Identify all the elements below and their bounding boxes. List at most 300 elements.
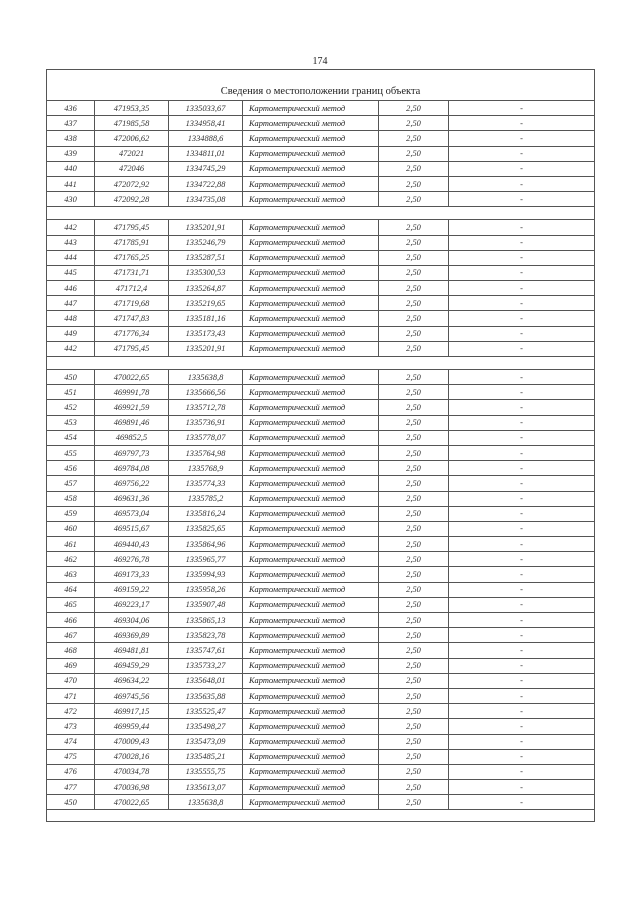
accuracy-cell: 2,50 <box>379 643 449 658</box>
separator-row <box>47 357 595 370</box>
y-coordinate-cell: 1335768,9 <box>169 461 243 476</box>
accuracy-cell: 2,50 <box>379 658 449 673</box>
method-cell: Картометрический метод <box>243 101 379 116</box>
description-cell: - <box>449 521 595 536</box>
accuracy-cell: 2,50 <box>379 628 449 643</box>
point-number-cell: 461 <box>47 537 95 552</box>
description-cell: - <box>449 415 595 430</box>
table-title: Сведения о местоположении границ объекта <box>47 70 595 101</box>
description-cell: - <box>449 445 595 460</box>
x-coordinate-cell: 469634,22 <box>95 673 169 688</box>
point-number-cell: 437 <box>47 116 95 131</box>
point-number-cell: 475 <box>47 749 95 764</box>
point-number-cell: 452 <box>47 400 95 415</box>
accuracy-cell: 2,50 <box>379 161 449 176</box>
y-coordinate-cell: 1335778,07 <box>169 430 243 445</box>
point-number-cell: 470 <box>47 673 95 688</box>
accuracy-cell: 2,50 <box>379 749 449 764</box>
method-cell: Картометрический метод <box>243 176 379 191</box>
table-row <box>47 628 595 643</box>
method-cell: Картометрический метод <box>243 161 379 176</box>
table-row <box>47 415 595 430</box>
accuracy-cell: 2,50 <box>379 673 449 688</box>
point-number-cell: 442 <box>47 341 95 356</box>
table-row <box>47 341 595 356</box>
table-row <box>47 688 595 703</box>
y-coordinate-cell: 1335994,93 <box>169 567 243 582</box>
accuracy-cell: 2,50 <box>379 597 449 612</box>
method-cell: Картометрический метод <box>243 795 379 810</box>
method-cell: Картометрический метод <box>243 628 379 643</box>
table-row <box>47 597 595 612</box>
accuracy-cell: 2,50 <box>379 250 449 265</box>
y-coordinate-cell: 1334888,6 <box>169 131 243 146</box>
method-cell: Картометрический метод <box>243 491 379 506</box>
table-row <box>47 719 595 734</box>
x-coordinate-cell: 471795,45 <box>95 220 169 235</box>
point-number-cell: 453 <box>47 415 95 430</box>
accuracy-cell: 2,50 <box>379 552 449 567</box>
table-row <box>47 749 595 764</box>
method-cell: Картометрический метод <box>243 445 379 460</box>
description-cell: - <box>449 719 595 734</box>
description-cell: - <box>449 265 595 280</box>
description-cell: - <box>449 613 595 628</box>
y-coordinate-cell: 1334958,41 <box>169 116 243 131</box>
point-number-cell: 462 <box>47 552 95 567</box>
point-number-cell: 430 <box>47 192 95 207</box>
y-coordinate-cell: 1335666,56 <box>169 385 243 400</box>
point-number-cell: 442 <box>47 220 95 235</box>
description-cell: - <box>449 552 595 567</box>
description-cell: - <box>449 461 595 476</box>
method-cell: Картометрический метод <box>243 780 379 795</box>
table-row <box>47 795 595 810</box>
method-cell: Картометрический метод <box>243 400 379 415</box>
accuracy-cell: 2,50 <box>379 192 449 207</box>
y-coordinate-cell: 1335736,91 <box>169 415 243 430</box>
point-number-cell: 440 <box>47 161 95 176</box>
description-cell: - <box>449 734 595 749</box>
x-coordinate-cell: 471795,45 <box>95 341 169 356</box>
accuracy-cell: 2,50 <box>379 235 449 250</box>
description-cell: - <box>449 795 595 810</box>
y-coordinate-cell: 1335485,21 <box>169 749 243 764</box>
method-cell: Картометрический метод <box>243 704 379 719</box>
x-coordinate-cell: 469991,78 <box>95 385 169 400</box>
description-cell: - <box>449 281 595 296</box>
x-coordinate-cell: 471953,35 <box>95 101 169 116</box>
table-row <box>47 461 595 476</box>
x-coordinate-cell: 469159,22 <box>95 582 169 597</box>
y-coordinate-cell: 1335648,01 <box>169 673 243 688</box>
description-cell: - <box>449 430 595 445</box>
method-cell: Картометрический метод <box>243 385 379 400</box>
point-number-cell: 474 <box>47 734 95 749</box>
description-cell: - <box>449 131 595 146</box>
accuracy-cell: 2,50 <box>379 688 449 703</box>
y-coordinate-cell: 1334811,01 <box>169 146 243 161</box>
accuracy-cell: 2,50 <box>379 582 449 597</box>
point-number-cell: 477 <box>47 780 95 795</box>
table-row <box>47 326 595 341</box>
method-cell: Картометрический метод <box>243 597 379 612</box>
table-body <box>47 70 595 822</box>
accuracy-cell: 2,50 <box>379 521 449 536</box>
accuracy-cell: 2,50 <box>379 116 449 131</box>
method-cell: Картометрический метод <box>243 192 379 207</box>
description-cell: - <box>449 296 595 311</box>
point-number-cell: 472 <box>47 704 95 719</box>
accuracy-cell: 2,50 <box>379 176 449 191</box>
x-coordinate-cell: 470022,65 <box>95 795 169 810</box>
x-coordinate-cell: 469440,43 <box>95 537 169 552</box>
x-coordinate-cell: 471712,4 <box>95 281 169 296</box>
y-coordinate-cell: 1335764,98 <box>169 445 243 460</box>
table-row <box>47 161 595 176</box>
point-number-cell: 464 <box>47 582 95 597</box>
description-cell: - <box>449 161 595 176</box>
x-coordinate-cell: 469515,67 <box>95 521 169 536</box>
x-coordinate-cell: 469631,36 <box>95 491 169 506</box>
point-number-cell: 467 <box>47 628 95 643</box>
accuracy-cell: 2,50 <box>379 461 449 476</box>
method-cell: Картометрический метод <box>243 476 379 491</box>
description-cell: - <box>449 643 595 658</box>
method-cell: Картометрический метод <box>243 461 379 476</box>
accuracy-cell: 2,50 <box>379 296 449 311</box>
description-cell: - <box>449 780 595 795</box>
method-cell: Картометрический метод <box>243 370 379 385</box>
x-coordinate-cell: 469784,08 <box>95 461 169 476</box>
table-row <box>47 400 595 415</box>
x-coordinate-cell: 472072,92 <box>95 176 169 191</box>
x-coordinate-cell: 469756,22 <box>95 476 169 491</box>
y-coordinate-cell: 1335181,16 <box>169 311 243 326</box>
table-row <box>47 430 595 445</box>
table-row <box>47 643 595 658</box>
page-number: 174 <box>312 56 328 67</box>
point-number-cell: 447 <box>47 296 95 311</box>
table-row <box>47 567 595 582</box>
table-row <box>47 296 595 311</box>
accuracy-cell: 2,50 <box>379 311 449 326</box>
point-number-cell: 450 <box>47 370 95 385</box>
description-cell: - <box>449 400 595 415</box>
accuracy-cell: 2,50 <box>379 131 449 146</box>
x-coordinate-cell: 469891,46 <box>95 415 169 430</box>
table-row <box>47 146 595 161</box>
table-title-row <box>47 70 595 101</box>
x-coordinate-cell: 471985,58 <box>95 116 169 131</box>
accuracy-cell: 2,50 <box>379 385 449 400</box>
table-row <box>47 131 595 146</box>
point-number-cell: 456 <box>47 461 95 476</box>
y-coordinate-cell: 1335774,33 <box>169 476 243 491</box>
description-cell: - <box>449 385 595 400</box>
x-coordinate-cell: 469573,04 <box>95 506 169 521</box>
y-coordinate-cell: 1335816,24 <box>169 506 243 521</box>
point-number-cell: 454 <box>47 430 95 445</box>
point-number-cell: 476 <box>47 764 95 779</box>
table-row <box>47 101 595 116</box>
method-cell: Картометрический метод <box>243 764 379 779</box>
table-row <box>47 613 595 628</box>
point-number-cell: 471 <box>47 688 95 703</box>
method-cell: Картометрический метод <box>243 250 379 265</box>
y-coordinate-cell: 1335825,65 <box>169 521 243 536</box>
method-cell: Картометрический метод <box>243 415 379 430</box>
table-end-cell <box>47 810 595 822</box>
accuracy-cell: 2,50 <box>379 780 449 795</box>
x-coordinate-cell: 471719,68 <box>95 296 169 311</box>
description-cell: - <box>449 116 595 131</box>
point-number-cell: 463 <box>47 567 95 582</box>
table-row <box>47 176 595 191</box>
y-coordinate-cell: 1335613,07 <box>169 780 243 795</box>
method-cell: Картометрический метод <box>243 658 379 673</box>
accuracy-cell: 2,50 <box>379 567 449 582</box>
table-row <box>47 116 595 131</box>
y-coordinate-cell: 1334735,08 <box>169 192 243 207</box>
description-cell: - <box>449 192 595 207</box>
x-coordinate-cell: 469276,78 <box>95 552 169 567</box>
y-coordinate-cell: 1335287,51 <box>169 250 243 265</box>
table-row <box>47 780 595 795</box>
method-cell: Картометрический метод <box>243 688 379 703</box>
method-cell: Картометрический метод <box>243 521 379 536</box>
description-cell: - <box>449 749 595 764</box>
table-row <box>47 537 595 552</box>
table-row <box>47 582 595 597</box>
x-coordinate-cell: 470022,65 <box>95 370 169 385</box>
method-cell: Картометрический метод <box>243 265 379 280</box>
x-coordinate-cell: 469173,33 <box>95 567 169 582</box>
method-cell: Картометрический метод <box>243 116 379 131</box>
method-cell: Картометрический метод <box>243 552 379 567</box>
x-coordinate-cell: 469223,17 <box>95 597 169 612</box>
accuracy-cell: 2,50 <box>379 370 449 385</box>
point-number-cell: 438 <box>47 131 95 146</box>
method-cell: Картометрический метод <box>243 131 379 146</box>
description-cell: - <box>449 176 595 191</box>
description-cell: - <box>449 537 595 552</box>
x-coordinate-cell: 469745,56 <box>95 688 169 703</box>
point-number-cell: 455 <box>47 445 95 460</box>
method-cell: Картометрический метод <box>243 281 379 296</box>
x-coordinate-cell: 472092,28 <box>95 192 169 207</box>
accuracy-cell: 2,50 <box>379 719 449 734</box>
accuracy-cell: 2,50 <box>379 491 449 506</box>
table-row <box>47 235 595 250</box>
point-number-cell: 473 <box>47 719 95 734</box>
accuracy-cell: 2,50 <box>379 445 449 460</box>
table-row <box>47 192 595 207</box>
accuracy-cell: 2,50 <box>379 795 449 810</box>
y-coordinate-cell: 1335638,8 <box>169 795 243 810</box>
y-coordinate-cell: 1335264,87 <box>169 281 243 296</box>
accuracy-cell: 2,50 <box>379 476 449 491</box>
accuracy-cell: 2,50 <box>379 326 449 341</box>
point-number-cell: 444 <box>47 250 95 265</box>
y-coordinate-cell: 1335201,91 <box>169 220 243 235</box>
description-cell: - <box>449 311 595 326</box>
y-coordinate-cell: 1335864,96 <box>169 537 243 552</box>
description-cell: - <box>449 567 595 582</box>
y-coordinate-cell: 1335965,77 <box>169 552 243 567</box>
accuracy-cell: 2,50 <box>379 146 449 161</box>
table-row <box>47 658 595 673</box>
y-coordinate-cell: 1335785,2 <box>169 491 243 506</box>
point-number-cell: 468 <box>47 643 95 658</box>
y-coordinate-cell: 1335201,91 <box>169 341 243 356</box>
method-cell: Картометрический метод <box>243 673 379 688</box>
method-cell: Картометрический метод <box>243 749 379 764</box>
table-row <box>47 220 595 235</box>
x-coordinate-cell: 469797,73 <box>95 445 169 460</box>
method-cell: Картометрический метод <box>243 311 379 326</box>
point-number-cell: 448 <box>47 311 95 326</box>
accuracy-cell: 2,50 <box>379 220 449 235</box>
y-coordinate-cell: 1335525,47 <box>169 704 243 719</box>
table-row <box>47 704 595 719</box>
description-cell: - <box>449 673 595 688</box>
x-coordinate-cell: 470028,16 <box>95 749 169 764</box>
description-cell: - <box>449 250 595 265</box>
x-coordinate-cell: 469459,29 <box>95 658 169 673</box>
table-row <box>47 311 595 326</box>
method-cell: Картометрический метод <box>243 146 379 161</box>
x-coordinate-cell: 469369,89 <box>95 628 169 643</box>
accuracy-cell: 2,50 <box>379 400 449 415</box>
accuracy-cell: 2,50 <box>379 613 449 628</box>
table-row <box>47 445 595 460</box>
separator-cell <box>47 207 595 220</box>
y-coordinate-cell: 1335747,61 <box>169 643 243 658</box>
point-number-cell: 469 <box>47 658 95 673</box>
y-coordinate-cell: 1335635,88 <box>169 688 243 703</box>
point-number-cell: 443 <box>47 235 95 250</box>
x-coordinate-cell: 469304,06 <box>95 613 169 628</box>
method-cell: Картометрический метод <box>243 326 379 341</box>
x-coordinate-cell: 471776,34 <box>95 326 169 341</box>
y-coordinate-cell: 1335823,78 <box>169 628 243 643</box>
accuracy-cell: 2,50 <box>379 764 449 779</box>
x-coordinate-cell: 469852,5 <box>95 430 169 445</box>
table-row <box>47 734 595 749</box>
description-cell: - <box>449 220 595 235</box>
method-cell: Картометрический метод <box>243 582 379 597</box>
description-cell: - <box>449 764 595 779</box>
accuracy-cell: 2,50 <box>379 265 449 280</box>
point-number-cell: 446 <box>47 281 95 296</box>
point-number-cell: 441 <box>47 176 95 191</box>
table-row <box>47 506 595 521</box>
point-number-cell: 449 <box>47 326 95 341</box>
y-coordinate-cell: 1335246,79 <box>169 235 243 250</box>
y-coordinate-cell: 1335300,53 <box>169 265 243 280</box>
x-coordinate-cell: 470036,98 <box>95 780 169 795</box>
y-coordinate-cell: 1335173,43 <box>169 326 243 341</box>
separator-cell <box>47 357 595 370</box>
x-coordinate-cell: 472021 <box>95 146 169 161</box>
x-coordinate-cell: 470009,43 <box>95 734 169 749</box>
table-row <box>47 673 595 688</box>
table-row <box>47 385 595 400</box>
boundary-table <box>46 69 595 822</box>
description-cell: - <box>449 658 595 673</box>
method-cell: Картометрический метод <box>243 734 379 749</box>
description-cell: - <box>449 341 595 356</box>
accuracy-cell: 2,50 <box>379 704 449 719</box>
method-cell: Картометрический метод <box>243 430 379 445</box>
description-cell: - <box>449 597 595 612</box>
accuracy-cell: 2,50 <box>379 506 449 521</box>
y-coordinate-cell: 1335473,09 <box>169 734 243 749</box>
y-coordinate-cell: 1335733,27 <box>169 658 243 673</box>
point-number-cell: 465 <box>47 597 95 612</box>
x-coordinate-cell: 472006,62 <box>95 131 169 146</box>
point-number-cell: 436 <box>47 101 95 116</box>
table-row <box>47 281 595 296</box>
method-cell: Картометрический метод <box>243 220 379 235</box>
point-number-cell: 439 <box>47 146 95 161</box>
description-cell: - <box>449 326 595 341</box>
y-coordinate-cell: 1334722,88 <box>169 176 243 191</box>
y-coordinate-cell: 1335958,26 <box>169 582 243 597</box>
point-number-cell: 459 <box>47 506 95 521</box>
point-number-cell: 458 <box>47 491 95 506</box>
table-row <box>47 552 595 567</box>
table-row <box>47 764 595 779</box>
x-coordinate-cell: 471765,25 <box>95 250 169 265</box>
method-cell: Картометрический метод <box>243 643 379 658</box>
accuracy-cell: 2,50 <box>379 430 449 445</box>
description-cell: - <box>449 582 595 597</box>
y-coordinate-cell: 1335907,48 <box>169 597 243 612</box>
accuracy-cell: 2,50 <box>379 415 449 430</box>
x-coordinate-cell: 469917,15 <box>95 704 169 719</box>
y-coordinate-cell: 1335555,75 <box>169 764 243 779</box>
table-row <box>47 370 595 385</box>
description-cell: - <box>449 506 595 521</box>
y-coordinate-cell: 1335498,27 <box>169 719 243 734</box>
table-row <box>47 476 595 491</box>
description-cell: - <box>449 704 595 719</box>
x-coordinate-cell: 470034,78 <box>95 764 169 779</box>
method-cell: Картометрический метод <box>243 296 379 311</box>
table-row <box>47 265 595 280</box>
point-number-cell: 445 <box>47 265 95 280</box>
x-coordinate-cell: 471747,83 <box>95 311 169 326</box>
y-coordinate-cell: 1335712,78 <box>169 400 243 415</box>
description-cell: - <box>449 235 595 250</box>
method-cell: Картометрический метод <box>243 719 379 734</box>
x-coordinate-cell: 472046 <box>95 161 169 176</box>
point-number-cell: 457 <box>47 476 95 491</box>
table-row <box>47 491 595 506</box>
table-end-row <box>47 810 595 822</box>
point-number-cell: 466 <box>47 613 95 628</box>
description-cell: - <box>449 628 595 643</box>
table-row <box>47 250 595 265</box>
description-cell: - <box>449 491 595 506</box>
description-cell: - <box>449 370 595 385</box>
separator-row <box>47 207 595 220</box>
y-coordinate-cell: 1335033,67 <box>169 101 243 116</box>
accuracy-cell: 2,50 <box>379 734 449 749</box>
x-coordinate-cell: 469959,44 <box>95 719 169 734</box>
